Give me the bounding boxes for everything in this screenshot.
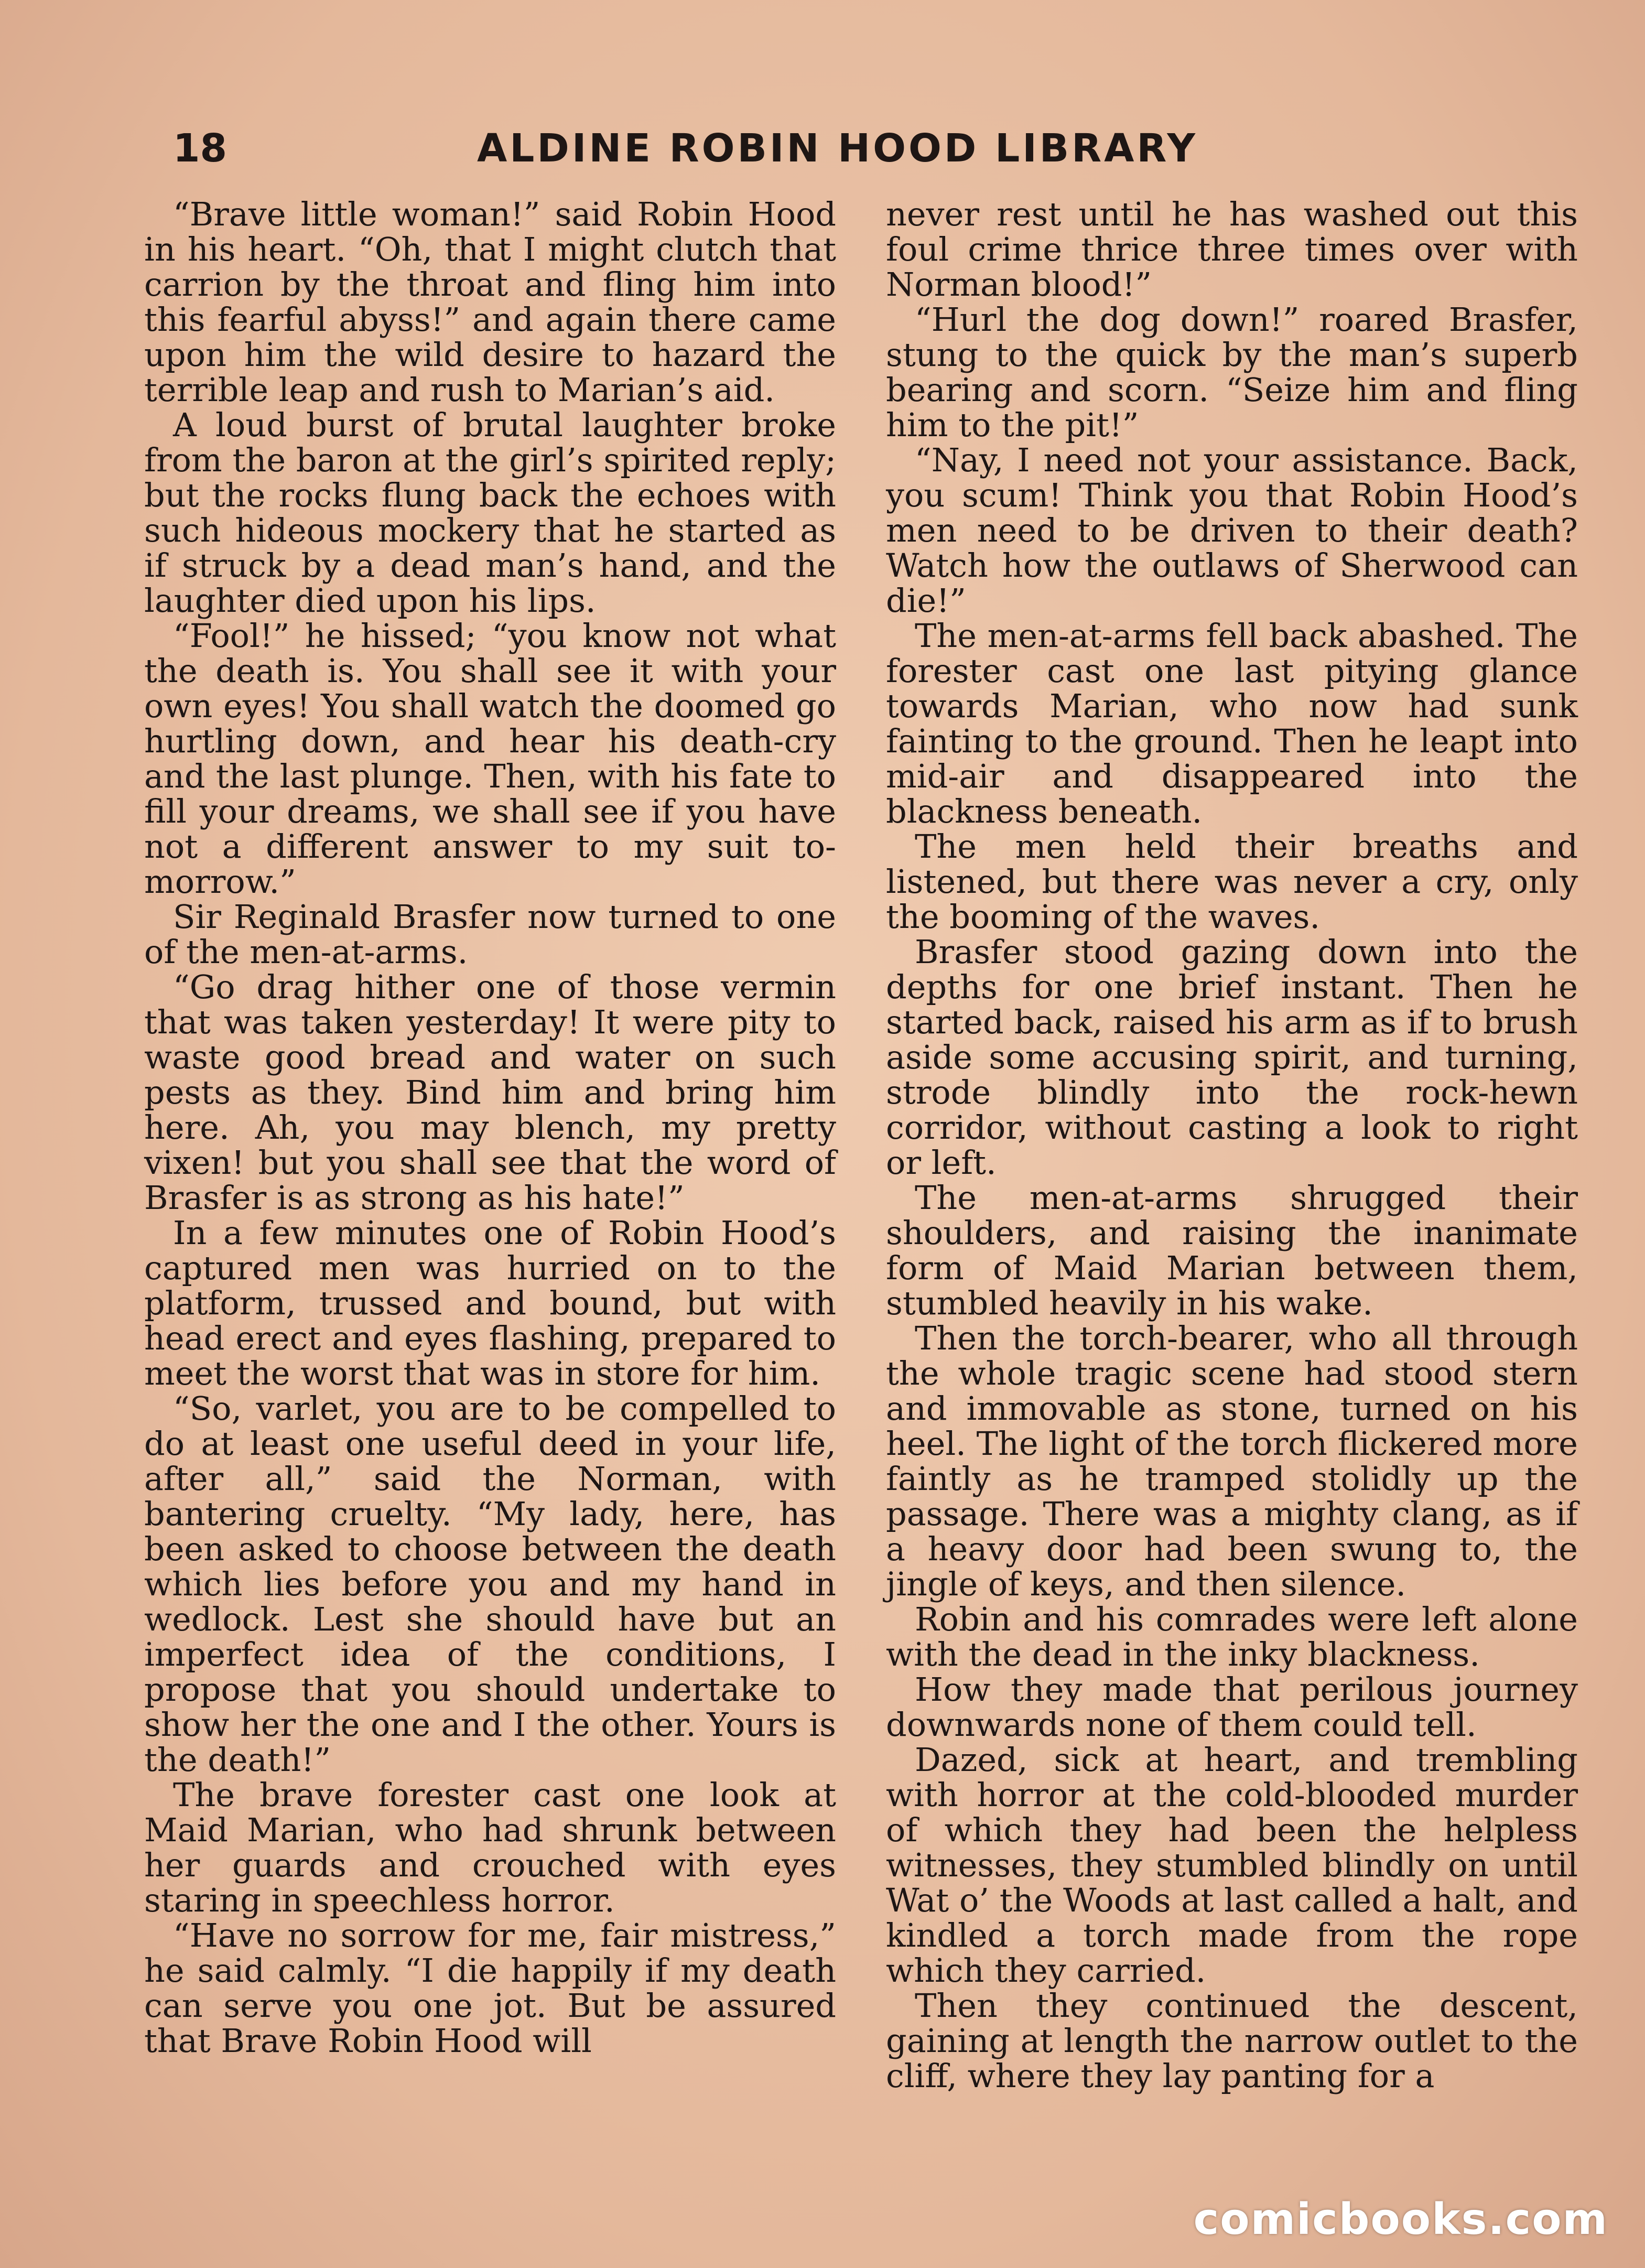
continued-paragraph: never rest until he has washed out this foul crime thrice three times over with Norman blood!” <box>886 195 1578 304</box>
paragraph: Dazed, sick at heart, and trembling with horror at the cold-blooded murder of which they had been the helpless witnesses, they stumbled blindly on until Wat o’ the Woods at last called a halt, and kindled a torch made from the rope which they carried. <box>886 1741 1578 1990</box>
paragraph: A loud burst of brutal laughter broke from the baron at the girl’s spirited reply; but the rocks flung back the echoes with such hideous mockery that he started as if struck by a dead man’s hand, and the laughter died upon his lips. <box>144 406 836 620</box>
paragraph: “Hurl the dog down!” roared Brasfer, stung to the quick by the man’s superb bearing and scorn. “Seize him and fling him to the pit!” <box>886 300 1578 444</box>
left-column <box>144 197 836 2058</box>
paragraph: Then they continued the descent, gaining at length the narrow outlet to the cliff, where they lay panting for a <box>886 1986 1578 2095</box>
paragraph: “Brave little woman!” said Robin Hood in his heart. “Oh, that I might clutch that carrion by the throat and fling him into this fearful abyss!” and again there came upon him the wild desire to hazard the terrible leap and rush to Marian’s aid. <box>144 195 836 409</box>
paragraph: The brave forester cast one look at Maid Marian, who had shrunk between her guards and crouched with eyes staring in speechless horror. <box>144 1776 836 1919</box>
paragraph: “Nay, I need not your assistance. Back, you scum! Think you that Robin Hood’s men need to be driven to their death? Watch how the outlaws of Sherwood can die!” <box>886 441 1578 620</box>
paragraph: “Fool!” he hissed; “you know not what the death is. You shall see it with your own eyes! You shall watch the doomed go hurtling down, and hear his death-cry and the last plunge. Then, with his fate to fill your dreams, we shall see if you have not a different answer to my suit to-morrow.” <box>144 617 836 901</box>
page-number: 18 <box>173 126 227 171</box>
right-column <box>886 197 1578 2093</box>
paragraph: Sir Reginald Brasfer now turned to one of the men-at-arms. <box>144 898 836 971</box>
paragraph: “Go drag hither one of those vermin that was taken yesterday! It were pity to waste good bread and water on such pests as they. Bind him and bring him here. Ah, you may blench, my pretty vixen! but you shall see that the word of Brasfer is as strong as his hate!” <box>144 968 836 1217</box>
running-title: ALDINE ROBIN HOOD LIBRARY <box>477 126 1198 171</box>
page-header <box>173 126 1248 183</box>
paragraph: How they made that perilous journey downwards none of them could tell. <box>886 1670 1578 1744</box>
paragraph: Then the torch-bearer, who all through the whole tragic scene had stood stern and immovable as stone, turned on his heel. The light of the torch flickered more faintly as he tramped stolidly up the passage. There was a mighty clang, as if a heavy door had been swung to, the jingle of keys, and then silence. <box>886 1319 1578 1603</box>
paragraph: The men held their breaths and listened, but there was never a cry, only the booming of the waves. <box>886 827 1578 936</box>
paragraph: Robin and his comrades were left alone with the dead in the inky blackness. <box>886 1600 1578 1673</box>
paragraph: “Have no sorrow for me, fair mistress,” he said calmly. “I die happily if my death can serve you one jot. But be assured that Brave Robin Hood will <box>144 1916 836 2060</box>
paragraph: The men-at-arms fell back abashed. The forester cast one last pitying glance towards Marian, who now had sunk fainting to the ground. Then he leapt into mid-air and disappeared into the blackness beneath. <box>886 617 1578 830</box>
paragraph: Brasfer stood gazing down into the depths for one brief instant. Then he started back, raised his arm as if to brush aside some accusing spirit, and turning, strode blindly into the rock-hewn corridor, without casting a look to right or left. <box>886 933 1578 1182</box>
paragraph: The men-at-arms shrugged their shoulders, and raising the inanimate form of Maid Marian between them, stumbled heavily in his wake. <box>886 1179 1578 1322</box>
paragraph: In a few minutes one of Robin Hood’s captured men was hurried on to the platform, trussed and bound, but with head erect and eyes flashing, prepared to meet the worst that was in store for him. <box>144 1214 836 1392</box>
paragraph: “So, varlet, you are to be compelled to do at least one useful deed in your life, after all,” said the Norman, with bantering cruelty. “My lady, here, has been asked to choose between the death which lies before you and my hand in wedlock. Lest she should have but an imperfect idea of the conditions, I propose that you should undertake to show her the one and I the other. Yours is the death!” <box>144 1389 836 1779</box>
site-watermark: comicbooks.com <box>1193 2195 1608 2244</box>
